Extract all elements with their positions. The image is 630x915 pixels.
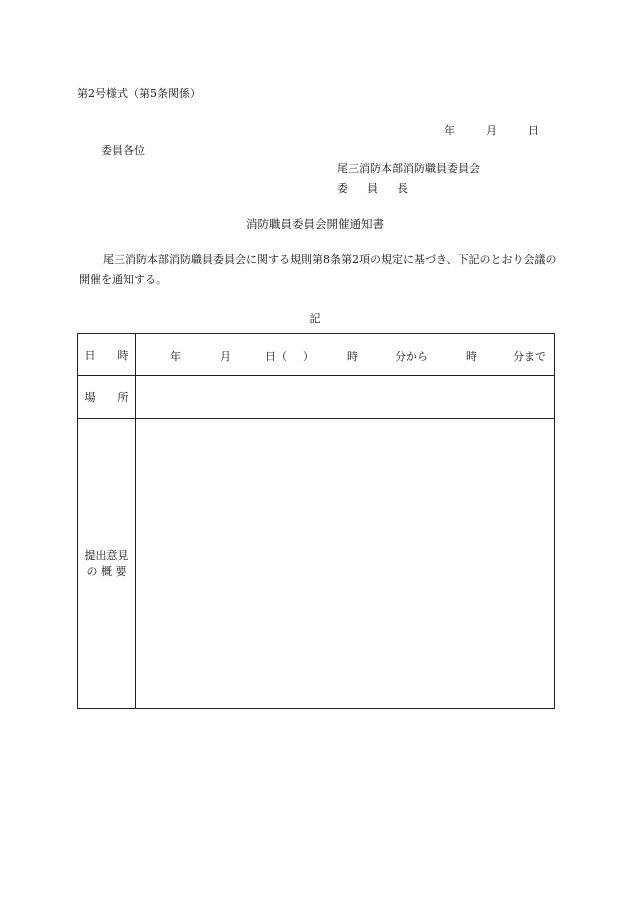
addressee: 委員各位 — [101, 144, 145, 157]
chair-char-3: 長 — [397, 182, 408, 195]
summary-field-cell[interactable] — [136, 419, 555, 709]
field-day-open: 日（ — [265, 350, 287, 363]
date-line — [444, 122, 539, 138]
summary-row — [78, 419, 555, 709]
ki-heading: 記 — [309, 312, 321, 325]
summary-label — [78, 419, 136, 709]
place-field-cell[interactable] — [136, 376, 555, 419]
date-field-cell[interactable] — [136, 334, 555, 376]
chair-char-2: 員 — [367, 182, 378, 195]
field-hour-1: 時 — [347, 350, 358, 363]
field-year: 年 — [170, 350, 181, 363]
chairperson-title — [337, 180, 408, 196]
field-until: 分まで — [513, 350, 546, 363]
organization-name: 尾三消防本部消防職員委員会 — [337, 162, 480, 175]
meeting-form-table — [77, 333, 555, 709]
field-month: 月 — [220, 350, 231, 363]
place-label: 場 所 — [78, 376, 136, 419]
date-month: 月 — [486, 124, 497, 137]
chair-char-1: 委 — [337, 182, 348, 195]
field-from: 分から — [395, 350, 428, 363]
field-hour-2: 時 — [466, 350, 477, 363]
place-row — [78, 376, 555, 419]
date-year: 年 — [444, 124, 455, 137]
body-text: 尾三消防本部消防職員委員会に関する規則第8条第2項の規定に基づき、下記のとおり会議の開催を通知する。 — [79, 253, 557, 286]
date-row — [78, 334, 555, 376]
document-title: 消防職員委員会開催通知書 — [246, 217, 384, 231]
field-day-close: ） — [303, 350, 314, 363]
form-number: 第2号様式（第5条関係） — [77, 87, 201, 100]
date-label: 日 時 — [78, 334, 136, 376]
date-day: 日 — [528, 124, 539, 137]
summary-label-line-2: の 概 要 — [86, 564, 127, 578]
summary-label-line-1: 提出意見 — [84, 548, 129, 562]
